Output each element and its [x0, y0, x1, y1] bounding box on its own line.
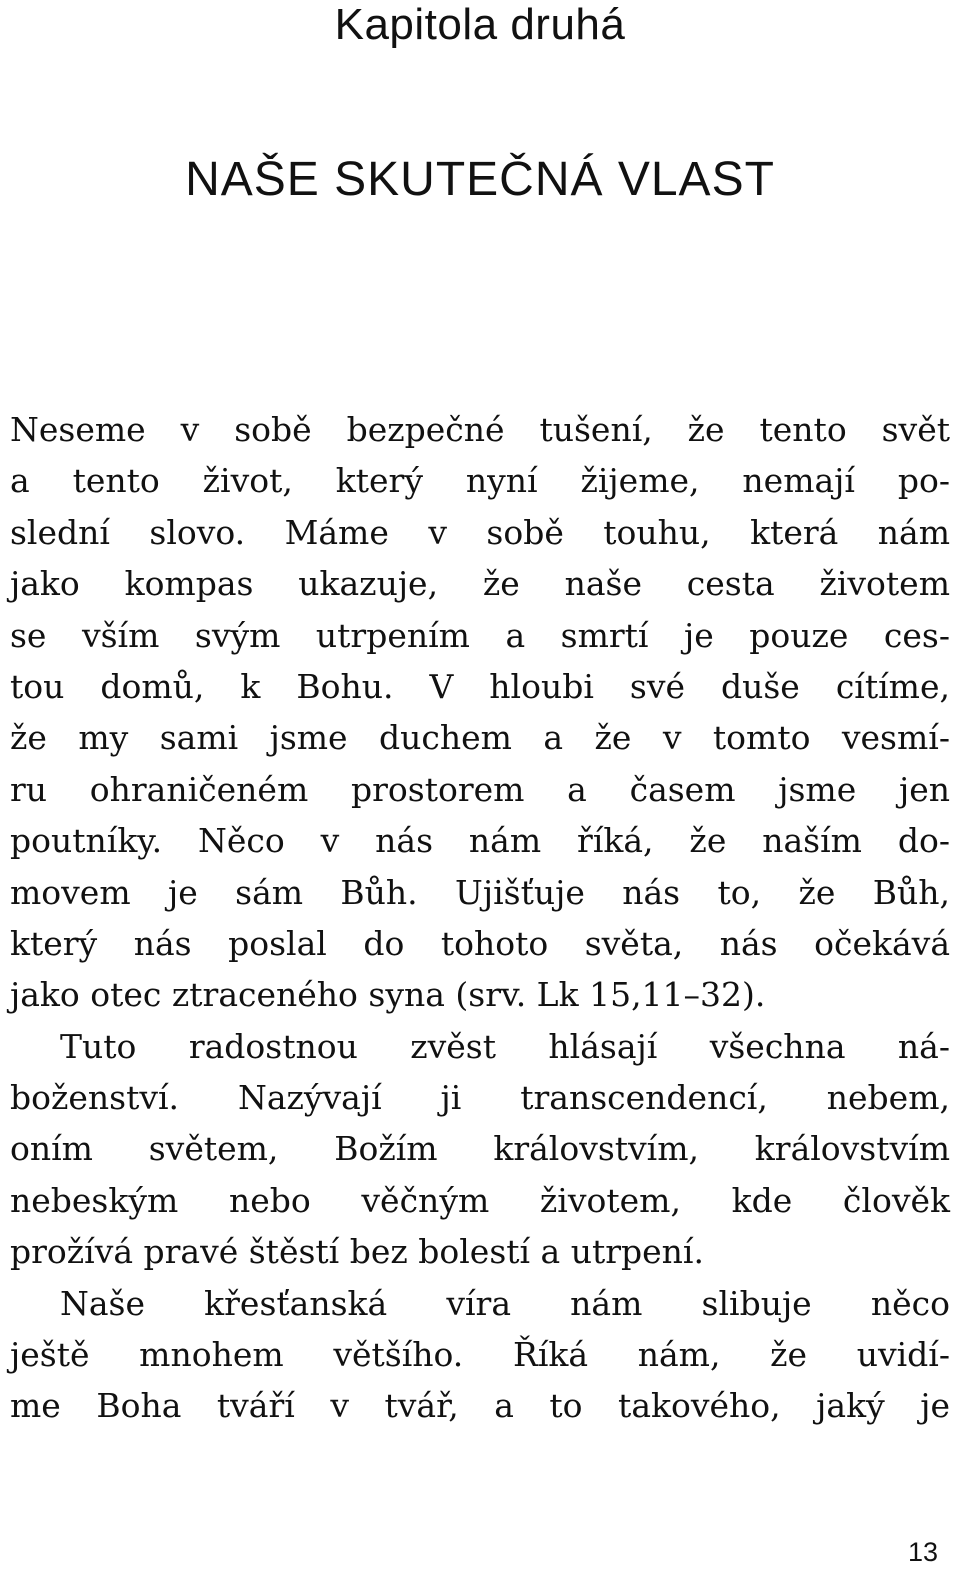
- text-line: Naše křesťanská víra nám slibuje něco: [60, 1283, 950, 1323]
- text-line: ještě mnohem většího. Říká nám, že uvidí-: [10, 1335, 950, 1375]
- text-line: nebeským nebo věčným životem, kde člověk: [10, 1180, 950, 1220]
- text-line: boženství. Nazývají ji transcendencí, nebem,: [10, 1078, 950, 1118]
- text-line: Tuto radostnou zvěst hlásají všechna ná-: [60, 1026, 950, 1066]
- text-line: že my sami jsme duchem a že v tomto vesmí-: [10, 718, 950, 758]
- chapter-title: NAŠE SKUTEČNÁ VLAST: [185, 153, 775, 206]
- text-line: prožívá pravé štěstí bez bolestí a utrpení.: [10, 1232, 704, 1272]
- text-line: tou domů, k Bohu. V hloubi své duše cítíme,: [10, 666, 950, 706]
- text-line: který nás poslal do tohoto světa, nás očekává: [10, 923, 950, 963]
- text-line: jako otec ztraceného syna (srv. Lk 15,11–32).: [10, 975, 766, 1015]
- page-number: 13: [907, 1537, 938, 1567]
- text-line: movem je sám Bůh. Ujišťuje nás to, že Bůh,: [10, 872, 950, 912]
- text-line: se vším svým utrpením a smrtí je pouze ces-: [10, 615, 950, 655]
- text-line: Neseme v sobě bezpečné tušení, že tento svět: [10, 410, 950, 449]
- text-line: poutníky. Něco v nás nám říká, že naším do-: [10, 821, 950, 861]
- text-line: oním světem, Božím královstvím, královstvím: [10, 1129, 950, 1169]
- text-line: ru ohraničeném prostorem a časem jsme jen: [10, 769, 950, 809]
- text-line: jako kompas ukazuje, že naše cesta životem: [10, 564, 950, 604]
- text-line: me Boha tváří v tvář, a to takového, jaký je: [10, 1386, 950, 1426]
- chapter-label: Kapitola druhá: [334, 0, 626, 49]
- body-text: [10, 404, 950, 1432]
- text-line: slední slovo. Máme v sobě touhu, která nám: [10, 512, 950, 552]
- text-line: a tento život, který nyní žijeme, nemají po-: [10, 461, 950, 501]
